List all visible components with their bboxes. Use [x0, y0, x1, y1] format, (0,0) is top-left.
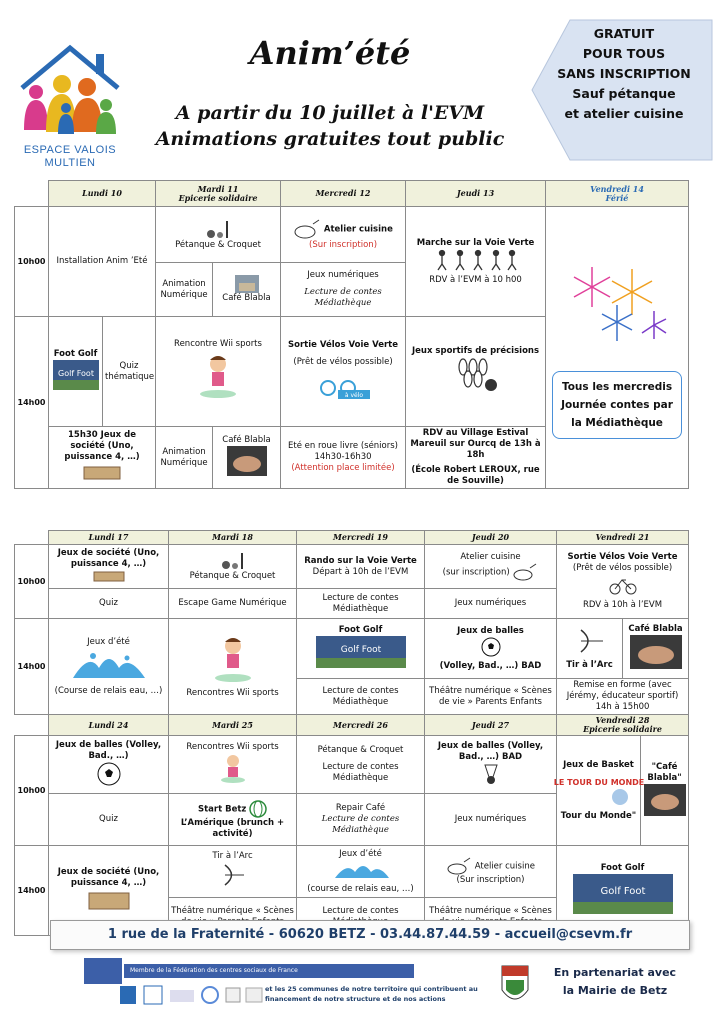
partner-logos-icon [118, 984, 266, 1006]
activity-label: Lecture de contes Médiathèque [304, 287, 382, 308]
wii-avatar-icon [193, 350, 243, 400]
activity-label: Start Betz [197, 804, 247, 814]
badge-line: Sauf pétanque [572, 86, 676, 101]
activity-cell: Lecture de contes Médiathèque [297, 679, 425, 715]
activity-cell [425, 736, 557, 794]
activity-label: Atelier cuisine [474, 861, 535, 872]
day-header: Vendredi 14 Férié [546, 181, 689, 207]
water-splash-icon [69, 648, 149, 682]
velo-logo-text: à vélo [344, 391, 364, 399]
activity-cell [406, 207, 546, 317]
footgolf-photo-icon [573, 874, 673, 914]
tour-du-monde-logo [553, 771, 644, 807]
bike-icon [608, 574, 638, 596]
partner-line1: En partenariat avec [553, 966, 677, 979]
federation-banner: Membre de la Fédération des centres sociaux de France [124, 964, 414, 978]
day-header: Lundi 24 [49, 715, 169, 736]
activity-cell: Théâtre numérique « Scènes de vie » Parents Enfants [425, 679, 557, 715]
activity-label: Jeux de balles (Volley, Bad., …) [55, 739, 162, 761]
activity-label: Jeux de balles [457, 625, 524, 636]
activity-cell [156, 317, 281, 427]
activity-cell [406, 317, 546, 427]
activity-cell [169, 794, 297, 846]
activity-note: (Prêt de vélos possible) [572, 563, 673, 573]
activity-note: Départ à 10h de l’EVM [312, 566, 409, 577]
time-label: 14h00 [15, 846, 49, 936]
activity-label: Rencontre Wii sports [174, 339, 262, 349]
time-label: 10h00 [15, 545, 49, 619]
activity-note: (course de relais eau, …) [307, 883, 414, 894]
activity-note: (sur inscription) [442, 567, 510, 578]
activity-cell [281, 427, 406, 489]
activity-label: Marche sur la Voie Verte [416, 237, 535, 248]
golf-logo-text: Golf Foot [340, 645, 381, 655]
activity-cell [297, 619, 425, 679]
activity-label: Rencontres Wii sports [186, 688, 279, 698]
activity-note: (Sur inscription) [456, 875, 525, 885]
activity-label: Atelier cuisine [323, 224, 393, 235]
cooking-icon [446, 857, 472, 875]
time-label: 14h00 [15, 317, 49, 489]
activity-cell [281, 317, 406, 427]
activity-label: 15h30 Jeux de société (Uno, puissance 4, …) [64, 430, 140, 462]
time-label: 14h00 [15, 619, 49, 715]
activity-cell [49, 736, 169, 794]
day-header: Mercredi 12 [281, 181, 406, 207]
communes-note: et les 25 communes de notre territoire qui contribuent au financement de notre structure et de nos actions [265, 985, 478, 1003]
activity-label: Café Blabla [628, 624, 683, 634]
activity-cell [213, 263, 281, 317]
day-header: Lundi 10 [49, 181, 156, 207]
activity-label: Tir à l’Arc [212, 851, 253, 861]
activity-label: 14h30-16h30 [314, 452, 372, 462]
petanque-icon [203, 218, 233, 240]
archery-icon [575, 626, 605, 656]
footgolf-photo-icon [53, 360, 99, 390]
fireworks-icon [562, 257, 672, 347]
petanque-icon [220, 551, 246, 571]
page-title: Anim’été [249, 34, 411, 72]
subtitle-line1: A partir du 10 juillet à l'EVM [175, 102, 485, 124]
activity-label: Pétanque & Croquet [189, 571, 276, 581]
activity-cell [297, 736, 425, 794]
activity-label: Atelier cuisine [460, 552, 521, 562]
badge-text [544, 24, 704, 124]
cafe-photo-icon [630, 635, 682, 669]
activity-cell [49, 619, 169, 715]
activity-cell: Jeux numériques [425, 794, 557, 846]
activity-cell: Animation Numérique [156, 263, 213, 317]
activity-label: Café Blabla [222, 435, 271, 445]
activity-cell [425, 846, 557, 898]
activity-cell: Lecture de contes [297, 898, 425, 936]
activity-cell [623, 619, 689, 679]
day-header: Jeudi 13 [406, 181, 546, 207]
activity-cell [553, 736, 644, 846]
activity-cell [425, 619, 557, 679]
activity-cell: Quiz thématique [103, 317, 156, 427]
activity-cell [169, 619, 297, 715]
golf-logo-text: Golf Foot [57, 369, 94, 378]
football-icon [481, 637, 501, 657]
activity-cell [49, 545, 169, 589]
activity-cell [557, 619, 623, 679]
bowling-icon [453, 357, 499, 393]
week1-schedule [14, 180, 689, 489]
espace-valois-logo [14, 40, 126, 170]
badge-line: POUR TOUS [582, 46, 666, 61]
activity-cell: Remise en forme (avec Jérémy, éducateur sportif) 14h à 15h00 [557, 679, 689, 715]
partner-line2: la Mairie de Betz [562, 984, 668, 997]
activity-label: Eté en roue livre (séniors) [288, 441, 398, 451]
day-header: Vendredi 21 [557, 531, 689, 545]
activity-label: Rencontres Wii sports [186, 742, 279, 752]
crest-icon [498, 960, 532, 1010]
activity-cell [281, 207, 406, 263]
page-subtitle [120, 100, 540, 152]
activity-label: Jeux de société (Uno, puissance 4, …) [57, 866, 160, 888]
cafe-photo-icon [644, 784, 686, 816]
logo-text-line1: ESPACE VALOIS [23, 144, 117, 156]
wednesday-stories-box: Tous les mercredis Journée contes par la Médiathèque [552, 371, 682, 439]
water-splash-icon [331, 860, 391, 880]
federation-logo [84, 958, 122, 984]
activity-cell: Théâtre numérique « Scènes [425, 898, 557, 936]
activity-note: (Prêt de vélos possible) [293, 356, 393, 367]
wii-avatar-icon [218, 753, 248, 783]
walkers-icon [434, 249, 518, 271]
activity-note: (Attention place limitée) [291, 463, 395, 473]
cooking-icon [293, 218, 321, 240]
activity-label: L’Amérique (brunch + activité) [180, 817, 285, 839]
activity-label: Tour du Monde" [560, 810, 637, 821]
activity-label: Jeux de balles (Volley, Bad., …) BAD [437, 740, 544, 762]
activity-note: RDV à 10h à l’EVM [582, 600, 663, 610]
activity-label: Lecture de contes Médiathèque [322, 762, 399, 783]
activity-cell [297, 794, 425, 846]
activity-cell [169, 846, 297, 898]
partnership-text [540, 964, 690, 1000]
football-icon [97, 762, 121, 786]
activity-label: Repair Café [335, 803, 386, 813]
time-label: 10h00 [15, 207, 49, 317]
activity-cell [297, 846, 425, 898]
archery-icon [220, 862, 246, 888]
activity-label: Sortie Vélos Voie Verte [288, 339, 399, 350]
activity-label: "Café Blabla" [647, 761, 682, 783]
partner-logos [118, 984, 266, 1006]
activity-note: (Course de relais eau, …) [54, 685, 163, 696]
activity-cell: Théâtre numérique « Scènes [169, 898, 297, 936]
day-header: Mercredi 26 [297, 715, 425, 736]
activity-label: Rando sur la Voie Verte [304, 555, 417, 566]
activity-cell [49, 427, 156, 489]
activity-label: Foot Golf [53, 349, 98, 359]
activity-label: Jeux sportifs de précisions [412, 346, 540, 356]
activity-label: Jeux d’été [339, 848, 382, 859]
activity-cell [156, 207, 281, 263]
logo-text-line2: MULTIEN [44, 157, 96, 169]
activity-cell [641, 736, 689, 846]
activity-cell: Lecture de contes Médiathèque [297, 589, 425, 619]
activity-cell: Quiz [49, 589, 169, 619]
board-games-icon [87, 889, 131, 911]
week3-schedule [14, 714, 689, 936]
day-header: Mercredi 19 [297, 531, 425, 545]
cafe-photo-icon [235, 275, 259, 293]
day-header: Mardi 11 Epicerie solidaire [156, 181, 281, 207]
activity-label: Sortie Vélos Voie Verte [567, 552, 678, 562]
day-header: Jeudi 27 [425, 715, 557, 736]
activity-label: RDV au Village Estival Mareuil sur Ourcq de 13h à 18h [410, 428, 541, 460]
week2-schedule [14, 530, 689, 715]
day-header: Mardi 25 [169, 715, 297, 736]
betz-crest [498, 960, 532, 1010]
activity-label: Foot Golf [600, 863, 645, 873]
activity-label: Lecture de contes Médiathèque [321, 814, 400, 835]
footgolf-photo-icon [316, 636, 406, 668]
shuttlecock-icon [481, 763, 501, 785]
badge-line: et atelier cuisine [564, 106, 684, 121]
activity-cell [557, 545, 689, 619]
activity-label: Jeux numériques [307, 270, 379, 280]
address-bar: 1 rue de la Fraternité - 60620 BETZ - 03.44.87.44.59 - accueil@csevm.fr [50, 920, 690, 950]
activity-label: Pétanque & Croquet [317, 745, 404, 755]
activity-label: Tir à l’Arc [566, 660, 613, 670]
tour-logo-text: LE TOUR DU MONDE [553, 777, 644, 787]
activity-cell: Animation Numérique [156, 427, 213, 489]
activity-label: Foot Golf [338, 625, 383, 635]
activity-label: Café Blabla [222, 293, 271, 303]
activity-note: (Sur inscription) [309, 240, 378, 250]
activity-cell [169, 736, 297, 794]
board-games-icon [82, 463, 122, 481]
day-header: Mardi 18 [169, 531, 297, 545]
activity-label: Pétanque & Croquet [175, 240, 261, 250]
cooking-icon [512, 563, 538, 581]
activity-cell [213, 427, 281, 489]
activity-label: Jeux de société (Uno, puissance 4, …) [57, 547, 160, 569]
day-header: Vendredi 28 Epicerie solidaire [557, 715, 689, 736]
activity-label: Jeux de Basket [563, 759, 634, 770]
day-header: Jeudi 20 [425, 531, 557, 545]
golf-logo-text: Golf Foot [600, 886, 645, 897]
activity-cell [297, 545, 425, 589]
activity-cell: Jeux numériques [425, 589, 557, 619]
activity-cell: Installation Anim ’Eté [49, 207, 156, 317]
activity-cell: Escape Game Numérique [169, 589, 297, 619]
day-header: Lundi 17 [49, 531, 169, 545]
time-label: 10h00 [15, 736, 49, 846]
house-family-icon [14, 40, 126, 144]
cafe-photo-icon [227, 446, 267, 476]
subtitle-line2: Animations gratuites tout public [155, 128, 505, 150]
badge-line: SANS INSCRIPTION [557, 66, 691, 81]
velo-logo-icon [308, 376, 378, 400]
activity-cell [281, 263, 406, 317]
activity-note: (Volley, Bad., …) BAD [439, 660, 542, 671]
activity-cell [406, 427, 546, 489]
activity-cell: Quiz [49, 794, 169, 846]
activity-cell [169, 545, 297, 589]
globe-icon [249, 800, 267, 818]
activity-cell [49, 317, 103, 427]
activity-note: RDV à l’EVM à 10 h00 [429, 274, 522, 285]
friday-holiday-cell [546, 207, 689, 489]
wii-avatar-icon [209, 634, 257, 684]
board-games-icon [92, 570, 126, 582]
activity-note: (École Robert LEROUX, rue de Souville) [411, 465, 540, 486]
activity-cell [425, 545, 557, 589]
activity-label: Jeux d’été [87, 636, 130, 647]
badge-line: GRATUIT [593, 26, 655, 41]
free-badge [530, 18, 714, 162]
